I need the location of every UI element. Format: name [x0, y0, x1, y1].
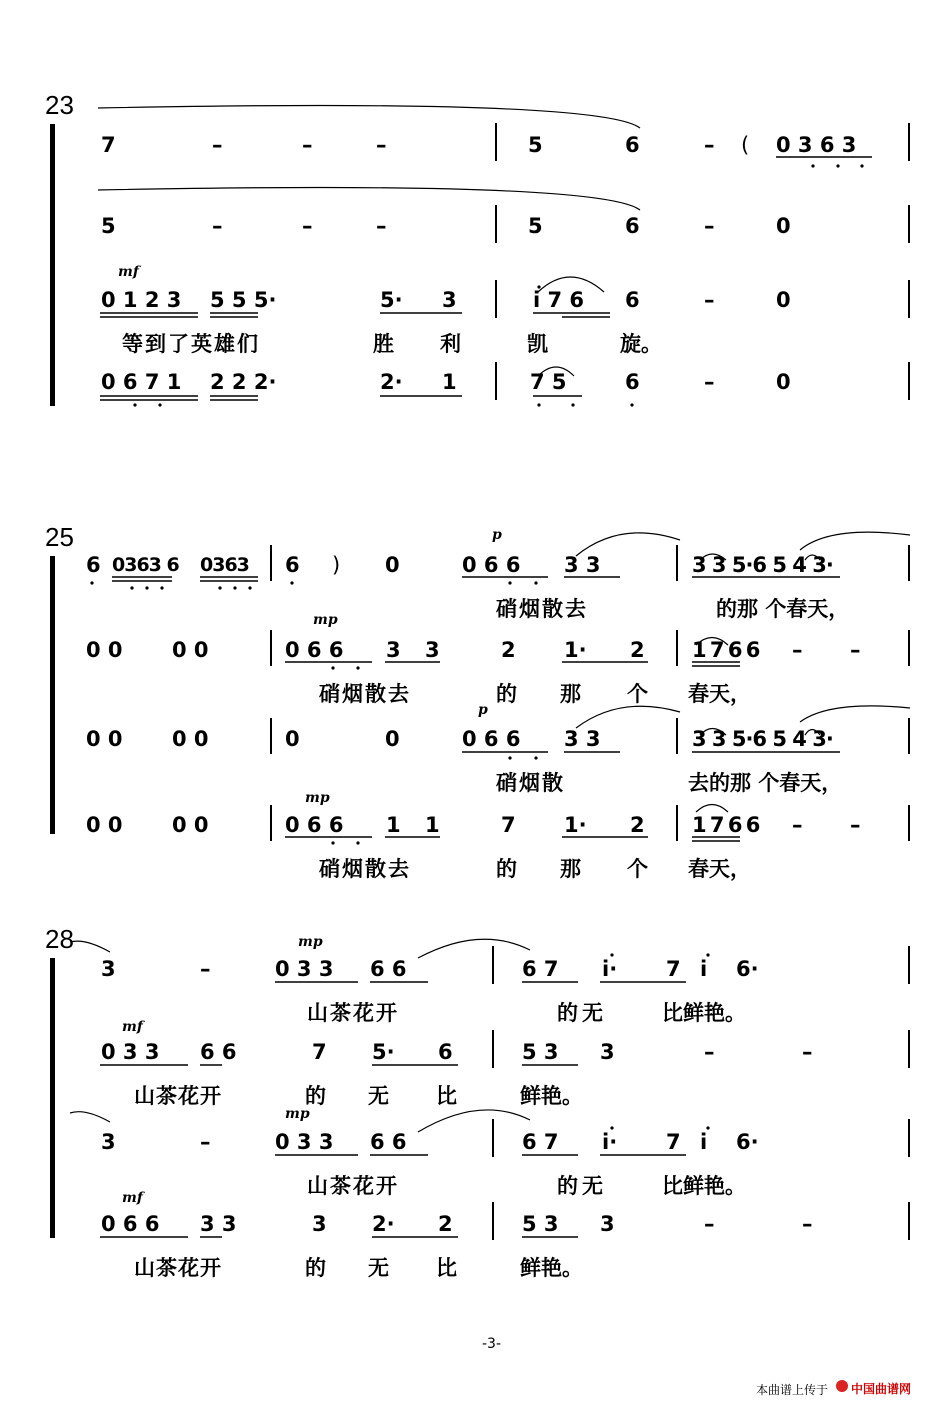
lyric: 比鲜艳。 — [662, 1001, 746, 1025]
lyric: 无 — [368, 1256, 389, 1280]
note: 6· — [736, 957, 759, 981]
note: 7 — [666, 1130, 681, 1154]
dynamic-mark: p — [478, 702, 488, 718]
barline — [908, 123, 910, 161]
barline — [676, 630, 678, 666]
note: 3 — [312, 1212, 327, 1236]
rest-group: 0 0 — [172, 727, 209, 751]
barline — [908, 630, 910, 666]
barline — [270, 718, 272, 754]
lyric: 个 — [627, 682, 648, 706]
dynamic-mark: p — [492, 527, 502, 543]
note: 0 — [776, 370, 791, 394]
barline — [492, 1030, 494, 1068]
dynamic-mark: mp — [285, 1106, 310, 1122]
lyric: 利 — [440, 332, 461, 356]
dash: – — [200, 1130, 211, 1154]
barline — [908, 1202, 910, 1240]
note: 6 — [285, 553, 300, 577]
lyric: 鲜艳。 — [520, 1084, 583, 1108]
note: i — [700, 1130, 708, 1154]
lyric: 春天， — [688, 682, 751, 706]
note-group: 3 3 — [200, 1212, 237, 1236]
barline — [676, 805, 678, 841]
note-group: 0 3 3 — [101, 1040, 160, 1064]
lyric: 硝烟散 — [496, 771, 565, 795]
barline — [492, 946, 494, 984]
lyric: 的那 个春天， — [716, 597, 850, 621]
barline — [492, 1119, 494, 1157]
lyric: 山茶花开 — [307, 1174, 399, 1198]
note: 2 — [438, 1212, 453, 1236]
note: i· — [602, 957, 618, 981]
note: 3 — [101, 1130, 116, 1154]
dash: – — [704, 288, 715, 312]
note: 1 — [386, 813, 401, 837]
note-group: 0 6 6 — [285, 813, 344, 837]
lyric: 硝烟散去 — [319, 857, 411, 881]
barline — [908, 280, 910, 318]
barline — [270, 630, 272, 666]
site-logo-icon — [836, 1380, 848, 1392]
note-group: 5 3 — [522, 1212, 559, 1236]
note: 5 — [101, 214, 116, 238]
note: 7 — [501, 813, 516, 837]
lyric: 鲜艳。 — [520, 1256, 583, 1280]
note: 0 — [385, 553, 400, 577]
dynamic-mark: mf — [122, 1019, 143, 1035]
note-group: 6 6 — [200, 1040, 237, 1064]
dash: – — [802, 1212, 813, 1236]
note: i· — [602, 1130, 618, 1154]
barline — [908, 946, 910, 984]
note-group: i 7 6 — [533, 288, 585, 312]
rest-group: 0 0 — [86, 638, 123, 662]
note-group: 1 7 6 6 — [692, 813, 759, 837]
barline — [676, 545, 678, 581]
note-group: 1 7 6 6 — [692, 638, 759, 662]
dash: – — [792, 813, 803, 837]
lyric: 比 — [436, 1084, 457, 1108]
note: 6 — [625, 288, 640, 312]
rest: 0 — [285, 727, 300, 751]
barline — [270, 805, 272, 841]
dynamic-mark: mp — [313, 612, 338, 628]
dash: – — [704, 370, 715, 394]
lyric: 去的那 个春天， — [688, 771, 843, 795]
note: 6 — [625, 133, 640, 157]
note: 6 — [625, 370, 640, 394]
lyric: 山茶花开 — [134, 1256, 222, 1280]
dash: – — [376, 133, 387, 157]
note: 2 — [501, 638, 516, 662]
note-group: 3 3 5·6 5 4 3· — [692, 553, 833, 577]
note: 3 — [600, 1212, 615, 1236]
note-group: 2 2 2· — [210, 370, 277, 394]
note-group: 0 6 7 1 — [101, 370, 182, 394]
barline — [495, 280, 497, 318]
note: 5 — [528, 214, 543, 238]
note: 2 — [630, 638, 645, 662]
note-group: 3 3 5·6 5 4 3· — [692, 727, 833, 751]
dash: – — [200, 957, 211, 981]
note-group: 5 3 — [522, 1040, 559, 1064]
lyric: 等到了英雄们 — [122, 332, 260, 356]
lyric: 无 — [368, 1084, 389, 1108]
note-group: 7 5 — [530, 370, 567, 394]
site-link[interactable]: 中国曲谱网 — [851, 1382, 912, 1396]
system-bracket — [50, 124, 55, 406]
rest-group: 0 0 — [86, 813, 123, 837]
note-group: 3 3 — [564, 727, 601, 751]
lyric: 的 — [496, 857, 517, 881]
barline — [908, 545, 910, 581]
note: 2· — [372, 1212, 395, 1236]
barline — [908, 1030, 910, 1068]
measure-number: 25 — [45, 522, 74, 552]
barline — [908, 362, 910, 400]
lyric: 凯 — [527, 332, 548, 356]
rest: 0 — [385, 727, 400, 751]
measure-number: 23 — [45, 90, 74, 120]
note-group: 0 6 6 — [462, 727, 521, 751]
note: 1· — [564, 638, 587, 662]
note: 5 — [528, 133, 543, 157]
note-group: 0 6 6 — [462, 553, 521, 577]
barline — [908, 205, 910, 243]
note: i — [700, 957, 708, 981]
note: 1 — [425, 813, 440, 837]
dash: – — [850, 813, 861, 837]
note: 1 — [442, 370, 457, 394]
paren: ( — [741, 133, 750, 157]
note: 7 — [666, 957, 681, 981]
note: 6 — [625, 214, 640, 238]
note: 3 — [101, 957, 116, 981]
note: 3 — [442, 288, 457, 312]
lyric: 的无 — [557, 1001, 607, 1025]
note-group: 0 6 6 — [101, 1212, 160, 1236]
paren: ) — [332, 553, 341, 577]
lyric: 的无 — [557, 1174, 607, 1198]
rest-group: 0 0 — [172, 813, 209, 837]
note-group: 0363 6 — [112, 554, 179, 576]
barline — [908, 718, 910, 754]
note: 3 — [600, 1040, 615, 1064]
note: 3 — [386, 638, 401, 662]
barline — [908, 805, 910, 841]
note-group: 6 6 — [370, 957, 407, 981]
note: 7 — [312, 1040, 327, 1064]
note-group: 0 1 2 3 — [101, 288, 182, 312]
dash: – — [850, 638, 861, 662]
barline — [495, 123, 497, 161]
lyric: 那 — [560, 682, 581, 706]
lyric: 比鲜艳。 — [662, 1174, 746, 1198]
page-number: -3- — [482, 1336, 502, 1352]
note-group: 0 3 3 — [275, 957, 334, 981]
rest-group: 0 0 — [172, 638, 209, 662]
note: 0 — [776, 214, 791, 238]
note-group: 0 3 3 — [275, 1130, 334, 1154]
barline — [908, 1119, 910, 1157]
barline — [495, 362, 497, 400]
dash: – — [792, 638, 803, 662]
note-group: 6 7 — [522, 1130, 559, 1154]
lyric: 的 — [496, 682, 517, 706]
upload-text: 本曲谱上传于 — [756, 1383, 829, 1397]
note-group: 0 6 6 — [285, 638, 344, 662]
dash: – — [704, 1212, 715, 1236]
lyric: 的 — [305, 1084, 326, 1108]
lyric: 的 — [305, 1256, 326, 1280]
dynamic-mark: mf — [122, 1190, 143, 1206]
barline — [270, 545, 272, 581]
note: 5· — [372, 1040, 395, 1064]
barline — [676, 718, 678, 754]
note: 0 — [776, 288, 791, 312]
dash: – — [704, 1040, 715, 1064]
note: 7 — [101, 133, 116, 157]
note-group: 5 5 5· — [210, 288, 277, 312]
lyric: 硝烟散去 — [319, 682, 411, 706]
system-bracket — [50, 556, 55, 834]
dash: – — [212, 214, 223, 238]
note: 1· — [564, 813, 587, 837]
note-group: 0363 — [200, 554, 249, 576]
note: 6· — [736, 1130, 759, 1154]
dash: – — [802, 1040, 813, 1064]
lyric: 春天， — [688, 857, 751, 881]
rest-group: 0 0 — [86, 727, 123, 751]
lyric: 山茶花开 — [134, 1084, 222, 1108]
dash: – — [302, 214, 313, 238]
note: 3 — [425, 638, 440, 662]
barline — [492, 1202, 494, 1240]
dash: – — [212, 133, 223, 157]
note-group: 6 7 — [522, 957, 559, 981]
lyric: 个 — [627, 857, 648, 881]
note: 6 — [86, 553, 101, 577]
lyric: 硝烟散去 — [496, 597, 588, 621]
barline — [495, 205, 497, 243]
note: 6 — [438, 1040, 453, 1064]
dash: – — [302, 133, 313, 157]
note: 5· — [380, 288, 403, 312]
lyric: 胜 — [373, 332, 394, 356]
note-group: 6 6 — [370, 1130, 407, 1154]
lyric: 旋。 — [620, 332, 662, 356]
dynamic-mark: mp — [298, 934, 323, 950]
system-bracket — [50, 958, 55, 1238]
dynamic-mark: mf — [118, 264, 139, 280]
lyric: 那 — [560, 857, 581, 881]
dash: – — [704, 214, 715, 238]
dash: – — [704, 133, 715, 157]
dash: – — [376, 214, 387, 238]
lyric: 比 — [436, 1256, 457, 1280]
measure-number: 28 — [45, 924, 74, 954]
note: 2· — [380, 370, 403, 394]
note-group: 3 3 — [564, 553, 601, 577]
note-group: 0 3 6 3 — [776, 133, 857, 157]
lyric: 山茶花开 — [307, 1001, 399, 1025]
note: 2 — [630, 813, 645, 837]
dynamic-mark: mp — [305, 790, 330, 806]
